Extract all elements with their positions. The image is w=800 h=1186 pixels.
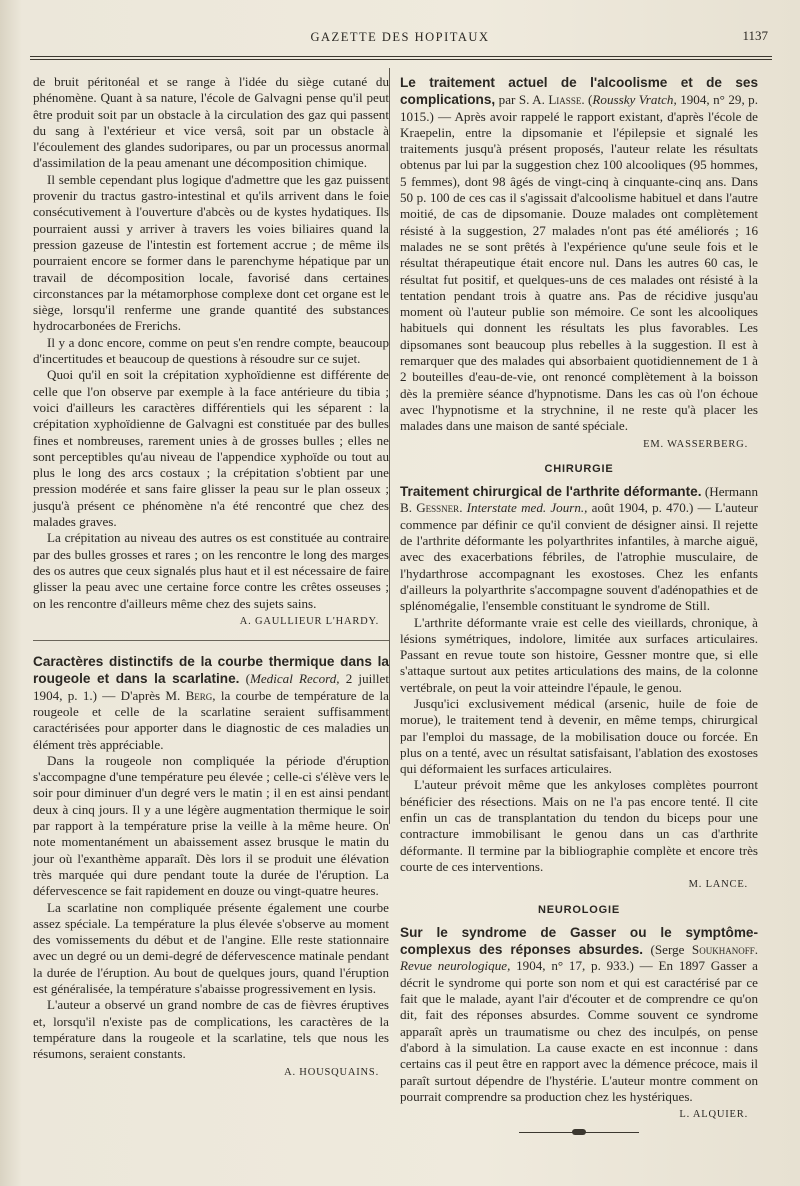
reference-text: 1904, n° 29, p. 1015.) — Après avoir rappelé le rapport existant, d'après l'école de Kraepelin, entre la dipsomanie et l'épilepsie et signalé les traitements jusqu'à présent proposés, l'auteur relate les résultats obtenus par lui par la suggestion chez 100 alcooliques (95 hommes, 5 femmes), dont 98 âgés de vingt-cinq à cinquante-cinq ans. Dans 50 p. 100 de ces cas il s'agissait d'alcoolisme habituel et dans l'autre moitié, de cas de dipsomanie. Douze malades ont complètement résisté à la suggestion, 27 malades n'ont pas été améliorés ; 16 malades ne se sont prêtés à l'expérience qu'une seule fois et le résultat thérapeutique était encore nul. Dans les autres 60 cas, le résultat fut positif, et quelques-uns de ces malades ont résisté à la tentation pendant trois à quatre ans. Pas de récidive jusqu'au moment où l'auteur publie son mémoire. Ce sont les alcooliques habituels qui donnent les résultats les plus favorables. Les dipsomanes sont beaucoup plus rebelles à la suggestion. Il est à remarquer que des malades qui absorbaient quotidiennement de 1 à 2 bouteilles d'eau-de-vie, ont renoncé complètement à la boisson dès la première séance d'hypnotisme. Dans les cas où l'on échoue avec l'hypnotisme et la strychnine, il ne reste qu'à placer les malades dans une maison de santé spéciale. (400, 92, 758, 434)
running-head (0, 30, 800, 52)
paragraph: Il y a donc encore, comme on peut s'en rendre compte, beaucoup d'incertitudes et beaucoup de questions à résoudre sur ce sujet. (33, 334, 389, 367)
cited-author: Berg (185, 687, 213, 703)
paragraph: Quoi qu'il en soit la crépitation xyphoïdienne est différente de celle que l'on observe par exemple à la face antérieure du tibia ; voici d'ailleurs les caractères différentiels qui les séparent : la crépitation xyphoïdienne de Galvagni est constituée par des bulles fines et nombreuses, rarement unies à de grosses bulles ; elles ne sont perceptibles qu'au niveau de l'appendice xyphoïde ou tout au plus le long des arcs costaux ; la crépitation s'obtient par une pression modérée et sans faire glisser la peau sur le plan osseux ; jusqu'à présent ce phénomène n'a été rencontré que chez des malades graves. (33, 367, 389, 530)
section-heading: CHIRURGIE (544, 462, 614, 475)
author-signature: A. HOUSQUAINS. (284, 1066, 379, 1078)
cited-author: Liasse (548, 92, 582, 108)
right-column (400, 74, 758, 1135)
page-number: 1137 (742, 28, 768, 43)
reference-open: . ( (581, 92, 593, 108)
header-rule-bottom (30, 59, 772, 60)
paragraph: La crépitation au niveau des autres os est constituée au contraire par des bulles grosses et rares ; on les rencontre le long des marges des os autres que ceux signalés plus haut et il est nécessaire de faire glisser la peau avec une certaine force contre les crêtes osseuses ; on les rencontre d'ailleurs même chez des sujets sains. (33, 530, 389, 611)
reference-open: ( (245, 671, 250, 687)
author-signature: L. ALQUIER. (679, 1109, 748, 1121)
journal-title: GAZETTE DES HOPITAUX (310, 30, 490, 44)
left-column (33, 74, 389, 1081)
author-signature: A. GAULLIEUR L'HARDY. (239, 615, 379, 627)
journal-name: Revue neurologique, (400, 958, 511, 974)
article-lead (400, 924, 758, 1105)
paragraph-text: , la courbe de température de la rougeole et celle de la scarlatine seraient suffisamment caractérisées pour apporter dans le diagnostic de ces maladies un élément très appréciable. (33, 687, 389, 752)
section-heading: NEUROLOGIE (538, 903, 620, 916)
column-divider (389, 68, 390, 824)
paragraph: de bruit péritonéal et se range à l'idée du siège cutané du phénomène. Quant à sa nature, l'école de Galvagni pense qu'il peut être produit soit par un obstacle à la circulation des gaz qui passent du sang à l'extérieur et vice versâ, soit par un obstacle à l'écoulement des glandes sudoripares, ou par un processus anormal d'assimilation de la peau amenant une décomposition chimique. (33, 74, 389, 171)
cited-author: Gessner (416, 500, 460, 516)
reference-text: 2 juillet 1904, p. 1.) — D'après M. (33, 671, 389, 703)
article-title: Traitement chirurgical de l'arthrite déformante. (400, 484, 702, 500)
paragraph: Dans la rougeole non compliquée la période d'éruption s'accompagne d'une température peu élevée ; celle-ci s'élève vers le soir pour diminuer d'un degré vers le matin ; il en est ainsi pendant deux à cinq jours. Il y a une légère augmentation thermique le soir par rapport à la température prise la veille à la même heure. On note momentanément un abaissement assez brusque le matin du jour où l'exanthème apparaît. Dès lors il se produit une élévation très marquée qui dure pendant toute la durée de l'éruption. La défervescence se fait rapidement en douze ou vingt-quatre heures. (33, 752, 389, 899)
article-title: Sur le syndrome de Gasser ou le symptôme-complexus des réponses absurdes. (400, 924, 758, 958)
article-separator (33, 640, 389, 641)
paragraph: Jusqu'ici exclusivement médical (arsenic, huile de foie de morue), le traitement tend à devenir, en même temps, chirurgical par l'emploi du massage, de la mobilisation douce ou forcée. En plus on a tenté, avec un résultat satisfaisant, l'ablation des exostoses qui déformaient les surfaces articulaires. (400, 695, 758, 777)
journal-name: Roussky Vratch, (592, 92, 677, 108)
end-ornament (519, 1129, 639, 1135)
reference-text: 1904, n° 17, p. 933.) — En 1897 Gasser a décrit le syndrome qui porte son nom et qui est caractérisé par ce fait que le malade, ayant l'air d'écouter et de comprendre ce qu'on dit, fait des réponses absurdes. Comme souvent ce syndrome apparaît après un traumatisme ou chez des inculpés, on pense d'abord à la simulation. La cause exacte en est inconnue : dans certains cas il peut être en rapport avec la démence précoce, mais il paraît surtout dépendre de l'hystérie. L'auteur montre comment on pourrait comprendre sa production chez les hystériques. (400, 958, 758, 1104)
paragraph: L'auteur prévoit même que les ankyloses complètes pourront bénéficier des résections. Mais on ne l'a pas encore tenté. Il cite enfin un cas de transplantation du tendon du biceps pour une contracture immobilisant le genou dans un cas d'arthrite déformante. Il termine par la bibliographie complète et encore très courte de ces interventions. (400, 777, 758, 874)
article-lead (400, 74, 758, 435)
article-title: Le traitement actuel de l'alcoolisme et de ses complications, (400, 75, 758, 108)
author-signature: M. LANCE. (688, 879, 748, 891)
reference-open: (Hermann B. (400, 484, 758, 516)
paragraph: L'arthrite déformante vraie est celle des vieillards, chronique, à lésions symétriques, indolore, limitée aux surfaces articulaires. Passant en revue toute son histoire, Gessner montre que, si elle s'attaque surtout aux petites articulations des mains, de la colonne vertébrale, on peut la voir atteindre l'épaule, le genou. (400, 614, 758, 695)
article-lead (400, 483, 758, 614)
paragraph: La scarlatine non compliquée présente également une courbe assez spéciale. La température la plus élevée s'observe au moment des vomissements du début et de l'angine. Elle reste stationnaire avec un degré ou un demi-degré de défervescence matinale pendant la durée de l'éruption. Au bout de quelques jours, quand l'éruption est généralisée, la température s'abaisse progressivement en lysis. (33, 899, 389, 997)
cited-author: Soukhanoff (691, 942, 755, 958)
header-rule-top (30, 56, 772, 57)
reference-text: août 1904, p. 470.) — L'auteur commence par définir ce qu'il convient de désigner ainsi. Il rejette de l'arthrite déformante les polyarthrites infantiles, à marche aiguë, avec des exacerbations fébriles, de l'atrophie musculaire, de l'hydarthrose accompagnant les exostoses. Chez les enfants d'ailleurs la polyarthrite s'accompagne souvent d'adénopathies et de splénomégalie, l'ensemble constituant le syndrome de Still. (400, 500, 758, 614)
article-lead (33, 653, 389, 753)
journal-name: Interstate med. Journ., (466, 500, 588, 516)
reference-open: (Serge (643, 942, 692, 958)
paragraph: Il semble cependant plus logique d'admettre que les gaz puissent provenir du tractus gastro-intestinal et qu'ils arrivent dans le foie consécutivement à l'ouverture d'abcès ou de kystes hydatiques. Ils pourraient aussi y arriver à travers les voies biliaires quand la pression gazeuse de l'intestin est fortement accrue ; de même ils pourraient encore se former dans le parenchyme hépatique par un travail de décomposition locale, favorisé dans certaines circonstances par la métamorphose complexe dont cet organe est le siège, lorsqu'il renferme une grande quantité des substances hydrocarbonées de Frerichs. (33, 171, 389, 334)
reference-text: par S. A. (495, 92, 549, 108)
reference-text: . (754, 942, 758, 958)
author-signature: EM. WASSERBERG. (643, 438, 748, 450)
paragraph: L'auteur a observé un grand nombre de cas de fièvres éruptives et, lorsqu'il n'existe pas de complications, les caractères de la température dans la rougeole et la scarlatine, tels que nous les résumons, seraient constants. (33, 997, 389, 1062)
journal-name: Medical Record, (249, 671, 340, 687)
reference-text: . (459, 500, 467, 516)
article-title: Caractères distinctifs de la courbe thermique dans la rougeole et dans la scarlatine. (33, 654, 389, 687)
